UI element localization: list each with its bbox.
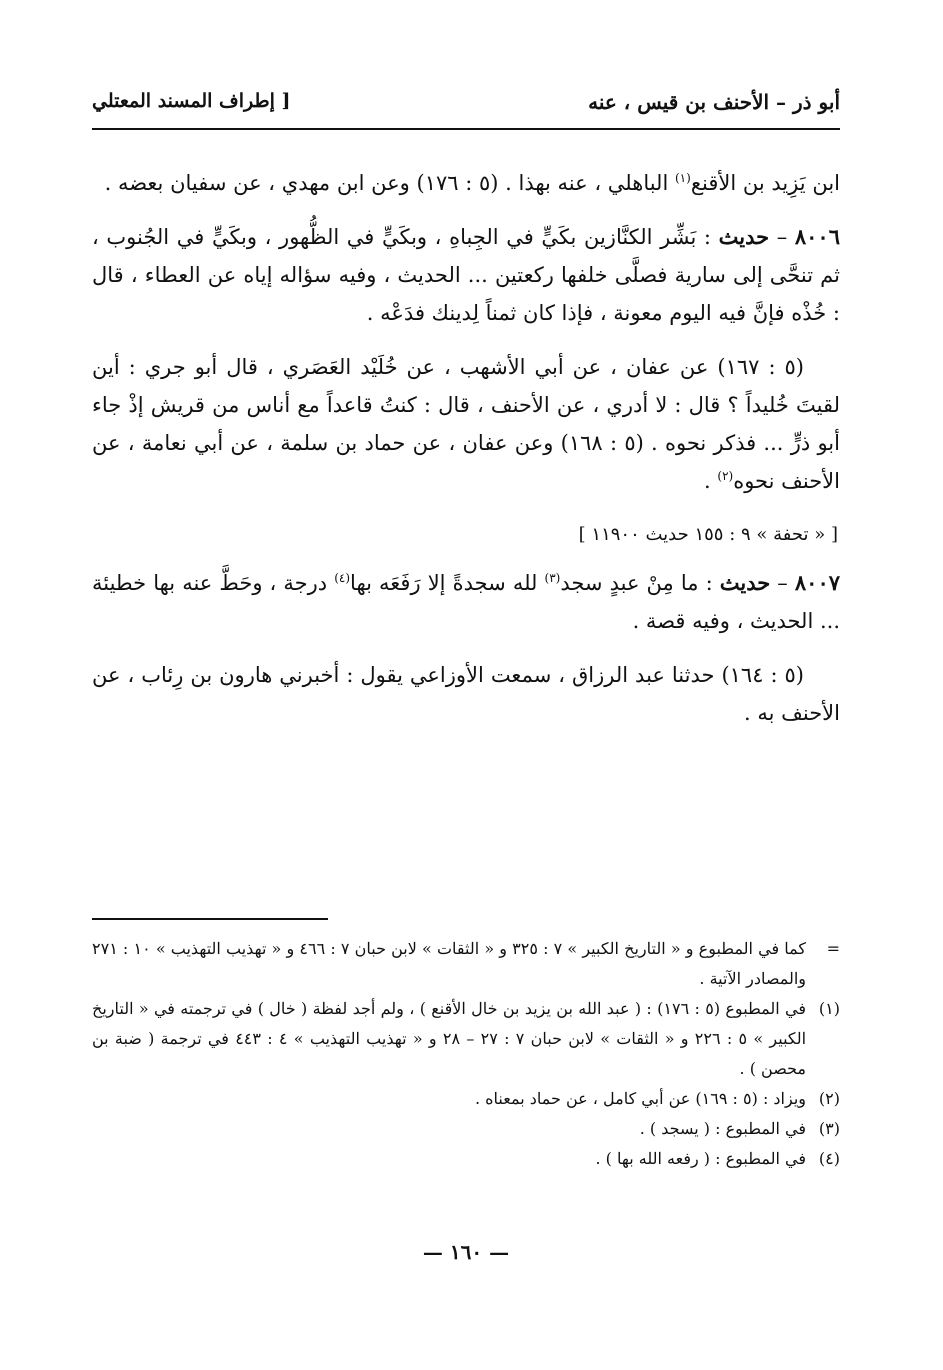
main-text [92, 164, 840, 748]
tuhfa-reference: [ « تحفة » ٩ : ١٥٥ حديث ١١٩٠٠ ] [578, 524, 838, 545]
isnad-end: . [704, 469, 718, 493]
hadith-number: ٨٠٠٦ [794, 224, 840, 249]
hadith-8007-matn [92, 564, 840, 640]
footnote-3 [92, 1114, 840, 1144]
footnote-ref-1[interactable]: (١) [674, 171, 691, 185]
header-chapter-title: أبو ذر – الأحنف بن قيس ، عنه [588, 90, 840, 114]
footnote-ref-4[interactable]: (٤) [334, 571, 351, 585]
hadith-dash: – [770, 571, 795, 595]
hadith-number: ٨٠٠٧ [794, 570, 841, 595]
footnote-divider [92, 918, 328, 920]
hadith-text-3: درجة ، وحَطَّ عنه بها خطيئة ... الحديث ، وفيه قصة . [92, 571, 840, 633]
footnote-mark: (٤) [818, 1149, 840, 1168]
footnotes [92, 934, 840, 1174]
footnote-text: كما في المطبوع و « التاريخ الكبير » ٧ : ٣٢٥ و « الثقات » لابن حبان ٧ : ٤٦٦ و « تهذيب التهذيب » ١٠ : ٢٧١ والمصادر الآتية . [92, 939, 807, 988]
hadith-text: : بَشِّر الكنَّازين بكَيٍّ في الجِباهِ ، وبكَيٍّ في الظُّهور ، وبكَيٍّ في الجُنوب ، ثم تنحَّى إلى سارية فصلَّى خلفها ركعتين ... الحديث ، وفيه سؤاله إياه عن العطاء ، قال : خُذْه فإنَّ فيه اليوم معونة ، فإذا كان ثمناً لِدينك فدَعْه . [92, 225, 840, 325]
hadith-label: حديث [719, 570, 771, 595]
footnote-continuation [92, 934, 840, 994]
footnote-ref-3[interactable]: (٣) [544, 571, 561, 585]
footnote-mark: (٢) [818, 1089, 840, 1108]
hadith-8007-isnad [92, 656, 840, 732]
hadith-label: حديث [718, 224, 770, 249]
hadith-text-2: لله سجدةً إلا رَفَعَه بها [350, 571, 545, 595]
footnote-text: في المطبوع : ( يسجد ) . [639, 1119, 806, 1138]
footnote-mark: (١) [818, 999, 840, 1018]
hadith-8006-isnad [92, 348, 840, 500]
footnote-text: في المطبوع : ( رفعه الله بها ) . [595, 1149, 806, 1168]
isnad-text: (٥ : ١٦٤) حدثنا عبد الرزاق ، سمعت الأوزاعي يقول : أخبرني هارون بن رِئاب ، عن الأحنف به . [92, 663, 840, 725]
footnote-2 [92, 1084, 840, 1114]
running-header [92, 82, 840, 130]
page-number: — ١٦٠ — [422, 1240, 510, 1264]
footnote-mark: = [826, 939, 840, 958]
continuation-text-2: الباهلي ، عنه بهذا . (٥ : ١٧٦) وعن ابن مهدي ، عن سفيان بعضه . [104, 171, 675, 195]
footnote-mark: (٣) [818, 1119, 840, 1138]
footnote-4 [92, 1144, 840, 1174]
footnote-text: ويزاد : (٥ : ١٦٩) عن أبي كامل ، عن حماد بمعناه . [474, 1089, 806, 1108]
footnote-1 [92, 994, 840, 1084]
continuation-paragraph [92, 164, 840, 202]
hadith-dash: – [769, 225, 795, 249]
continuation-text-1: ابن يَزِيد بن الأقنع [690, 171, 840, 195]
hadith-8006-matn [92, 218, 840, 332]
hadith-text-1: : ما مِنْ عبدٍ سجد [560, 571, 720, 595]
footnote-ref-2[interactable]: (٢) [717, 469, 734, 483]
header-book-title: [ إطراف المسند المعتلي [92, 90, 291, 112]
isnad-text: (٥ : ١٦٧) عن عفان ، عن أبي الأشهب ، عن خُلَيْد العَصَري ، قال أبو جري : أين لقيتَ خُليداً ؟ قال : لا أدري ، عن الأحنف ، قال : كنتُ قاعداً مع أناس من قريش إذْ جاء أبو ذرٍّ ... فذكر نحوه . (٥ : ١٦٨) وعن عفان ، عن حماد بن سلمة ، عن أبي نعامة ، عن الأحنف نحوه [92, 355, 840, 493]
footnote-text: في المطبوع (٥ : ١٧٦) : ( عبد الله بن يزيد بن خال الأقنع ) ، ولم أجد لفظة ( خال ) في ترجمته في « التاريخ الكبير » ٥ : ٢٢٦ و « الثقات » لابن حبان ٧ : ٢٧ – ٢٨ و « تهذيب التهذيب » ٤ : ٤٤٣ في ترجمة ( ضبة بن محصن ) . [92, 999, 807, 1078]
page [92, 82, 840, 1282]
